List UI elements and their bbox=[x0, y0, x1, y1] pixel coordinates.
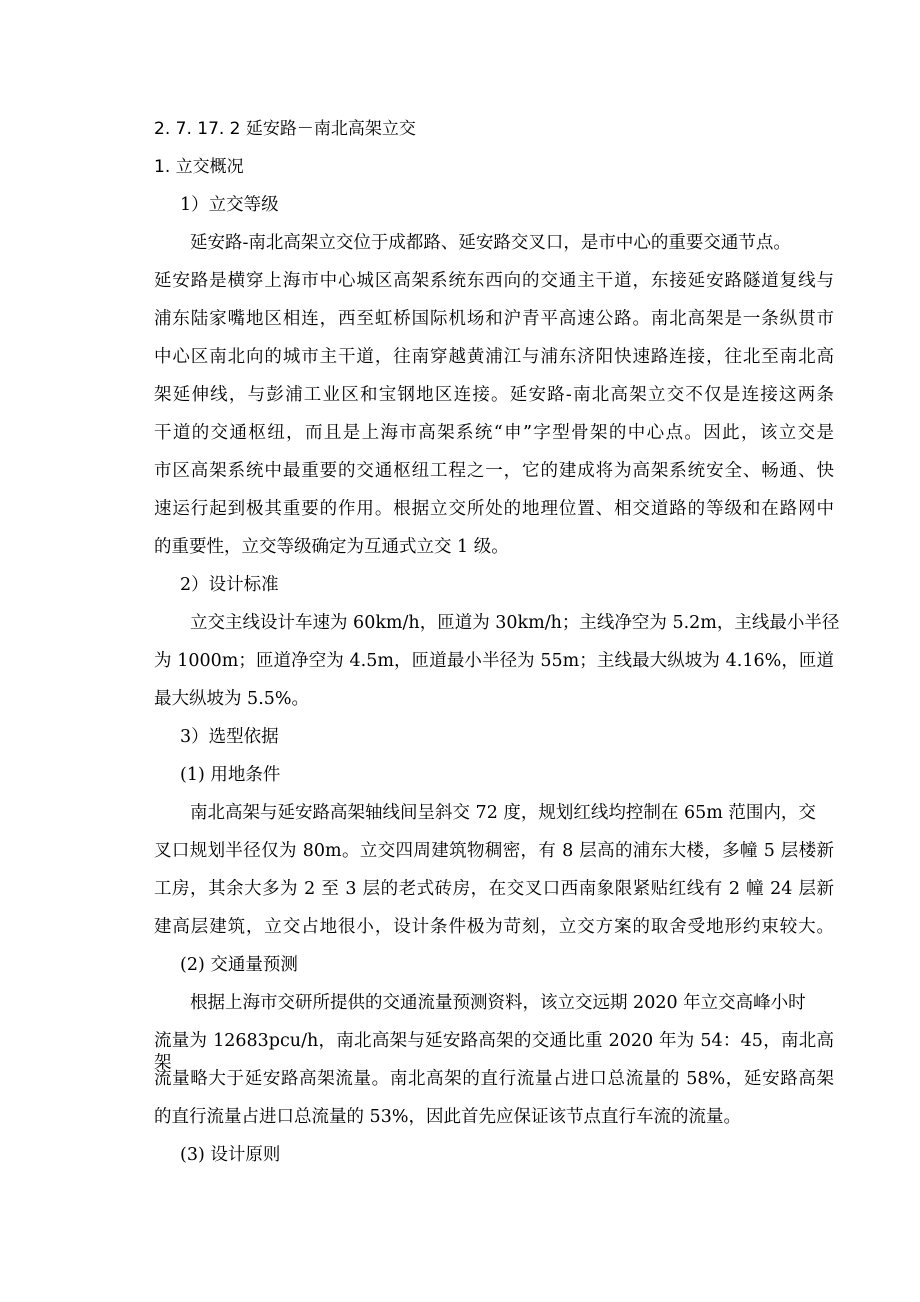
subheading-basis: 3）选型依据 bbox=[180, 727, 279, 747]
item-design-principle: (3) 设计原则 bbox=[180, 1145, 281, 1165]
paragraph-grade-line: 市区高架系统中最重要的交通枢纽工程之一，它的建成将为高架系统安全、畅通、快 bbox=[154, 461, 834, 481]
paragraph-traffic-line: 根据上海市交研所提供的交通流量预测资料，该立交远期 2020 年立交高峰小时 bbox=[190, 993, 806, 1013]
paragraph-land-line: 南北高架与延安路高架轴线间呈斜交 72 度，规划红线均控制在 65m 范围内，交 bbox=[190, 803, 816, 823]
item-land-use: (1) 用地条件 bbox=[180, 765, 281, 785]
paragraph-grade-line: 架延伸线，与彭浦工业区和宝钢地区连接。延安路-南北高架立交不仅是连接这两条 bbox=[154, 385, 834, 405]
paragraph-grade-line: 浦东陆家嘴地区相连，西至虹桥国际机场和沪青平高速公路。南北高架是一条纵贯市 bbox=[154, 309, 834, 329]
subheading-grade: 1）立交等级 bbox=[180, 195, 279, 215]
paragraph-traffic-line: 流量为 12683pcu/h，南北高架与延安路高架的交通比重 2020 年为 54：45，南北高架 bbox=[154, 1031, 834, 1073]
paragraph-grade-line: 延安路-南北高架立交位于成都路、延安路交叉口，是市中心的重要交通节点。 bbox=[190, 233, 791, 253]
heading-overview: 1. 立交概况 bbox=[154, 157, 244, 177]
paragraph-traffic-line: 流量略大于延安路高架流量。南北高架的直行流量占进口总流量的 58%，延安路高架 bbox=[154, 1069, 834, 1089]
item-traffic-forecast: (2) 交通量预测 bbox=[180, 955, 298, 975]
paragraph-grade-line: 干道的交通枢纽，而且是上海市高架系统“申”字型骨架的中心点。因此，该立交是 bbox=[154, 423, 834, 443]
paragraph-land-line: 叉口规划半径仅为 80m。立交四周建筑物稠密，有 8 层高的浦东大楼，多幢 5 层楼新 bbox=[154, 841, 834, 861]
paragraph-grade-line: 延安路是横穿上海市中心城区高架系统东西向的交通主干道，东接延安路隧道复线与 bbox=[154, 271, 834, 291]
paragraph-standard-line: 立交主线设计车速为 60km/h，匝道为 30km/h；主线净空为 5.2m，主线最小半径 bbox=[190, 613, 840, 633]
paragraph-land-line: 建高层建筑，立交占地很小，设计条件极为苛刻，立交方案的取舍受地形约束较大。 bbox=[154, 917, 834, 937]
subheading-standard: 2）设计标准 bbox=[180, 575, 279, 595]
paragraph-land-line: 工房，其余大多为 2 至 3 层的老式砖房，在交叉口西南象限紧贴红线有 2 幢 24 层新 bbox=[154, 879, 834, 899]
paragraph-traffic-line: 的直行流量占进口总流量的 53%，因此首先应保证该节点直行车流的流量。 bbox=[154, 1107, 741, 1127]
paragraph-standard-line: 最大纵坡为 5.5%。 bbox=[154, 689, 310, 709]
paragraph-grade-line: 中心区南北向的城市主干道，往南穿越黄浦江与浦东济阳快速路连接，往北至南北高 bbox=[154, 347, 834, 367]
paragraph-grade-line: 的重要性，立交等级确定为互通式立交 1 级。 bbox=[154, 537, 509, 557]
paragraph-grade-line: 速运行起到极其重要的作用。根据立交所处的地理位置、相交道路的等级和在路网中 bbox=[154, 499, 834, 519]
section-heading: 2. 7. 17. 2 延安路－南北高架立交 bbox=[154, 119, 416, 139]
paragraph-standard-line: 为 1000m；匝道净空为 4.5m，匝道最小半径为 55m；主线最大纵坡为 4.16%，匝道 bbox=[154, 651, 834, 671]
